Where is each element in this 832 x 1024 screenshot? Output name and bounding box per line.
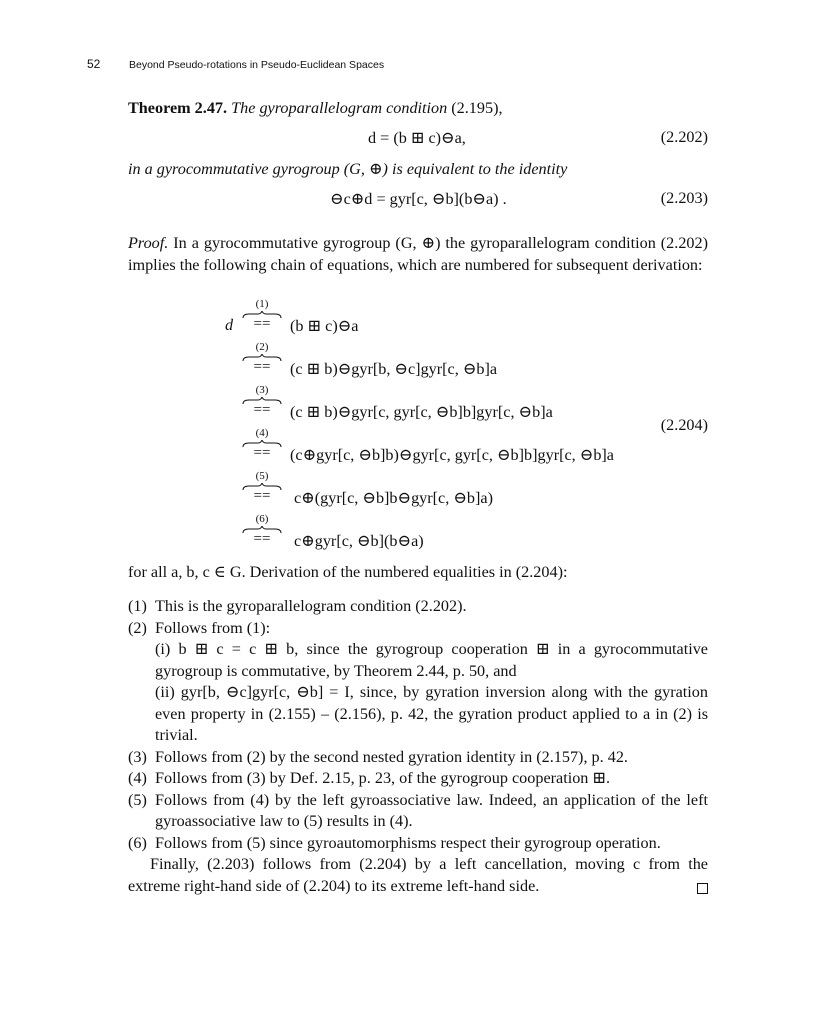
sub-item: (ii) gyr[b, ⊖c]gyr[c, ⊖b] = I, since, by gyration inversion along with the gyration even property in (2.155) – (2.156), p. 42, the gyration product applied to a in (2) is trivial. (155, 683, 708, 744)
equals-sign: == (253, 488, 271, 504)
chain-rhs: c⊕(gyr[c, ⊖b]b⊖gyr[c, ⊖b]a) (294, 489, 493, 507)
chain-rhs: (b ⊞ c)⊖a (290, 317, 359, 335)
conclusion-text: Finally, (2.203) follows from (2.204) by a left cancellation, moving c from the extreme right-hand side of (2.204) to its extreme left-hand side. (128, 855, 708, 895)
running-title: Beyond Pseudo-rotations in Pseudo-Euclidean Spaces (129, 59, 385, 71)
list-item (128, 747, 708, 769)
numbered-equals-3 (241, 384, 283, 426)
list-marker: (6) (128, 833, 147, 852)
theorem-statement-continued (128, 159, 708, 181)
numbered-equals-1 (241, 298, 283, 340)
equation-body: d = (b ⊞ c)⊖a, (368, 129, 466, 147)
chain-step-5 (128, 470, 708, 512)
proof-intro-text: In a gyrocommutative gyrogroup (G, ⊕) the gyroparallelogram condition (2.202) implies the following chain of equations, which are numbered for subsequent derivation: (128, 234, 708, 274)
list-item-text: Follows from (1): (155, 618, 271, 637)
equals-sign: == (253, 359, 271, 375)
step-label: (6) (255, 513, 269, 525)
after-chain-text: for all a, b, c ∈ G. Derivation of the numbered equalities in (2.204): (128, 563, 568, 581)
step-label: (1) (255, 298, 269, 310)
chain-step-3 (128, 384, 708, 426)
equation-number: (2.203) (660, 189, 708, 207)
step-label: (4) (255, 427, 269, 439)
chain-rhs: c⊕gyr[c, ⊖b](b⊖a) (294, 532, 424, 550)
equals-sign: == (253, 316, 271, 332)
list-item (128, 833, 708, 855)
theorem-statement (128, 98, 708, 120)
derivation-list (128, 596, 708, 854)
numbered-equals-4 (241, 427, 283, 469)
step-label: (3) (255, 384, 269, 396)
list-marker: (5) (128, 790, 147, 809)
proof-conclusion (128, 854, 708, 897)
equals-sign: == (253, 402, 271, 418)
chain-lhs: d (225, 316, 234, 334)
step-label: (2) (255, 341, 269, 353)
step-label: (5) (255, 470, 269, 482)
qed-square-icon (697, 883, 708, 894)
chain-step-6 (128, 513, 708, 555)
numbered-equals-5 (241, 470, 283, 512)
page-number: 52 (87, 57, 101, 71)
equation-number: (2.202) (660, 128, 708, 146)
chain-rhs: (c ⊞ b)⊖gyr[b, ⊖c]gyr[c, ⊖b]a (290, 360, 498, 378)
numbered-equals-2 (241, 341, 283, 383)
chain-rhs: (c⊕gyr[c, ⊖b]b)⊖gyr[c, gyr[c, ⊖b]b]gyr[c, ⊖b]a (290, 446, 614, 464)
proof-intro (128, 233, 708, 276)
list-marker: (3) (128, 747, 147, 766)
equation-body: ⊖c⊕d = gyr[c, ⊖b](b⊖a) . (330, 190, 507, 208)
equals-sign: == (253, 531, 271, 547)
equation-number: (2.204) (660, 416, 708, 434)
theorem-ref-1: (2.195), (451, 99, 503, 117)
list-item (128, 768, 708, 790)
sub-item: (i) b ⊞ c = c ⊞ b, since the gyrogroup cooperation ⊞ in a gyrocommutative gyrogroup is commutative, by Theorem 2.44, p. 50, and (155, 640, 708, 680)
theorem-text-2: in a gyrocommutative gyrogroup (G, ⊕) is equivalent to the identity (128, 160, 568, 178)
equation-chain-2-204 (128, 298, 708, 560)
list-item-text: Follows from (4) by the left gyroassociative law. Indeed, an application of the left gyroassociative law to (5) results in (4). (155, 790, 708, 830)
chain-rhs: (c ⊞ b)⊖gyr[c, gyr[c, ⊖b]b]gyr[c, ⊖b]a (290, 403, 553, 421)
chain-step-2 (128, 341, 708, 383)
equation-2-202 (128, 128, 708, 150)
list-item-text: Follows from (2) by the second nested gyration identity in (2.157), p. 42. (155, 747, 628, 766)
chain-step-1 (128, 298, 708, 340)
proof-label: Proof. (128, 234, 169, 252)
list-item-text: Follows from (5) since gyroautomorphisms respect their gyrogroup operation. (155, 833, 661, 852)
list-item-text: Follows from (3) by Def. 2.15, p. 23, of the gyrogroup cooperation ⊞. (155, 769, 611, 787)
numbered-equals-6 (241, 513, 283, 555)
list-item (128, 618, 708, 747)
equation-2-203 (128, 189, 708, 211)
list-item (128, 596, 708, 618)
list-item (128, 790, 708, 833)
list-marker: (4) (128, 769, 147, 787)
list-item-text: This is the gyroparallelogram condition (2.202). (155, 597, 467, 615)
list-marker: (2) (128, 618, 147, 637)
theorem-label: Theorem 2.47. (128, 99, 228, 117)
equals-sign: == (253, 445, 271, 461)
chain-step-4 (128, 427, 708, 469)
list-marker: (1) (128, 597, 147, 615)
running-head (87, 57, 727, 71)
theorem-text-1: The gyroparallelogram condition (231, 99, 448, 117)
